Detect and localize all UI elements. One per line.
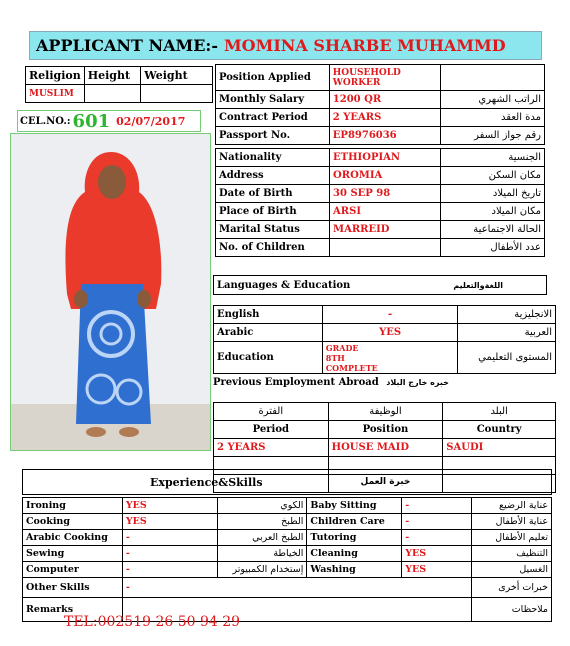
other-skills-arabic: خبرات أخرى	[472, 578, 552, 598]
skill-arabic: الطبخ العربي	[217, 530, 307, 546]
skill-value: YES	[122, 514, 217, 530]
detail-arabic-0: الجنسية	[441, 149, 545, 167]
position-header: Position	[328, 421, 443, 439]
job-label-2: Contract Period	[216, 109, 330, 127]
detail-value-3: ARSI	[330, 203, 441, 221]
personal-table	[25, 66, 213, 103]
applicant-photo	[10, 133, 211, 451]
skill-arabic: الغسيل	[472, 562, 552, 578]
arabic-arabic: العربية	[458, 324, 556, 342]
education-label: Education	[214, 342, 323, 374]
telephone-number: TEL:002519 26 50 94 29	[64, 614, 241, 630]
job-arabic-0	[441, 65, 545, 91]
detail-arabic-3: مكان الميلاد	[441, 203, 545, 221]
arabic-label: Arabic	[214, 324, 323, 342]
skill-value: -	[122, 562, 217, 578]
languages-table	[213, 305, 556, 374]
skill-value: -	[402, 498, 472, 514]
weight-value	[141, 85, 213, 103]
detail-label-2: Date of Birth	[216, 185, 330, 203]
skill-label: Ironing	[23, 498, 123, 514]
cel-number: 601	[72, 110, 111, 132]
detail-arabic-2: تاريخ الميلاد	[441, 185, 545, 203]
skill-arabic: الخياطة	[217, 546, 307, 562]
detail-label-1: Address	[216, 167, 330, 185]
education-line-1: GRADE	[325, 342, 359, 353]
applicant-name-value: MOMINA SHARBE MUHAMMD	[223, 36, 506, 55]
height-value	[84, 85, 141, 103]
employment-country: SAUDI	[443, 439, 556, 457]
languages-title: Languages & Education	[217, 279, 351, 291]
skill-value: -	[122, 530, 217, 546]
skills-row	[23, 546, 552, 562]
job-value-1: 1200 QR	[329, 91, 441, 109]
skills-row	[23, 498, 552, 514]
languages-title-arabic: اللغةوالتعليم	[453, 280, 503, 290]
detail-label-0: Nationality	[216, 149, 330, 167]
skills-row	[23, 562, 552, 578]
job-value-0: HOUSEHOLD WORKER	[329, 65, 441, 91]
skill-label: Sewing	[23, 546, 123, 562]
cel-number-box	[17, 110, 201, 132]
english-arabic: الانجليزية	[458, 306, 556, 324]
job-value-2: 2 YEARS	[329, 109, 441, 127]
religion-value: MUSLIM	[26, 85, 85, 103]
period-header-arabic: الفترة	[214, 403, 329, 421]
education-arabic: المستوى التعليمي	[458, 342, 556, 374]
cel-label: CEL.NO.:	[20, 115, 71, 127]
education-value	[322, 342, 458, 374]
weight-header: Weight	[141, 67, 213, 85]
detail-label-4: Marital Status	[216, 221, 330, 239]
country-header: Country	[443, 421, 556, 439]
skill-arabic: عناية الرضيع	[472, 498, 552, 514]
skill-label: Arabic Cooking	[23, 530, 123, 546]
detail-value-5	[330, 239, 441, 257]
skill-label: Baby Sitting	[307, 498, 402, 514]
skill-value: -	[402, 514, 472, 530]
skill-arabic: تعليم الأطفال	[472, 530, 552, 546]
job-label-1: Monthly Salary	[216, 91, 330, 109]
cel-date: 02/07/2017	[116, 114, 186, 128]
remarks-arabic: ملاحظات	[472, 598, 552, 622]
skill-value: YES	[402, 546, 472, 562]
detail-arabic-1: مكان السكن	[441, 167, 545, 185]
employment-position: HOUSE MAID	[328, 439, 443, 457]
detail-value-0: ETHIOPIAN	[330, 149, 441, 167]
other-skills-value: -	[122, 578, 471, 598]
other-skills-label: Other Skills	[23, 578, 123, 598]
skill-label: Washing	[307, 562, 402, 578]
detail-value-2: 30 SEP 98	[330, 185, 441, 203]
detail-label-3: Place of Birth	[216, 203, 330, 221]
employment-section-header	[213, 377, 449, 388]
skill-label: Tutoring	[307, 530, 402, 546]
employment-title-arabic: خبره خارج البلاد	[386, 378, 449, 387]
country-header-arabic: البلد	[443, 403, 556, 421]
detail-label-5: No. of Children	[216, 239, 330, 257]
education-line-2: 8TH	[325, 352, 345, 363]
skill-arabic: الطبخ	[217, 514, 307, 530]
languages-section-header	[213, 275, 547, 295]
education-line-3: COMPLETE	[325, 362, 378, 373]
skill-value: YES	[122, 498, 217, 514]
job-value-3: EP8976036	[329, 127, 441, 145]
period-header: Period	[214, 421, 329, 439]
skills-row	[23, 530, 552, 546]
job-arabic-3: رقم جواز السفر	[441, 127, 545, 145]
job-table	[215, 64, 545, 145]
height-header: Height	[84, 67, 141, 85]
position-header-arabic: الوظيفة	[328, 403, 443, 421]
detail-value-1: OROMIA	[330, 167, 441, 185]
skill-arabic: التنظيف	[472, 546, 552, 562]
skill-value: -	[402, 530, 472, 546]
english-label: English	[214, 306, 323, 324]
arabic-value: YES	[322, 324, 458, 342]
english-value: -	[322, 306, 458, 324]
skills-row	[23, 514, 552, 530]
job-label-3: Passport No.	[216, 127, 330, 145]
skill-arabic: الكوي	[217, 498, 307, 514]
details-table	[215, 148, 545, 257]
employment-period: 2 YEARS	[214, 439, 329, 457]
skill-value: -	[122, 546, 217, 562]
employment-row	[214, 439, 556, 457]
applicant-name-banner	[29, 31, 542, 60]
religion-header: Religion	[26, 67, 85, 85]
skills-title-arabic: خبرة العمل	[360, 477, 411, 487]
detail-arabic-4: الحالة الاجتماعية	[441, 221, 545, 239]
skill-label: Cleaning	[307, 546, 402, 562]
skills-title: Experience&Skills	[150, 475, 263, 489]
skills-table	[22, 497, 552, 622]
job-arabic-1: الراتب الشهري	[441, 91, 545, 109]
job-label-0: Position Applied	[216, 65, 330, 91]
applicant-photo-illustration	[11, 134, 211, 451]
job-arabic-2: مدة العقد	[441, 109, 545, 127]
skills-section-header	[22, 469, 552, 495]
skill-label: Cooking	[23, 514, 123, 530]
applicant-name-label: APPLICANT NAME:-	[36, 36, 218, 55]
skill-arabic: عناية الأطفال	[472, 514, 552, 530]
detail-arabic-5: عدد الأطفال	[441, 239, 545, 257]
detail-value-4: MARREID	[330, 221, 441, 239]
skill-label: Computer	[23, 562, 123, 578]
skill-value: YES	[402, 562, 472, 578]
skill-arabic: إستخدام الكمبيوتر	[217, 562, 307, 578]
employment-title: Previous Employment Abroad	[213, 377, 379, 388]
skill-label: Children Care	[307, 514, 402, 530]
remarks-label: Remarks	[23, 598, 123, 622]
